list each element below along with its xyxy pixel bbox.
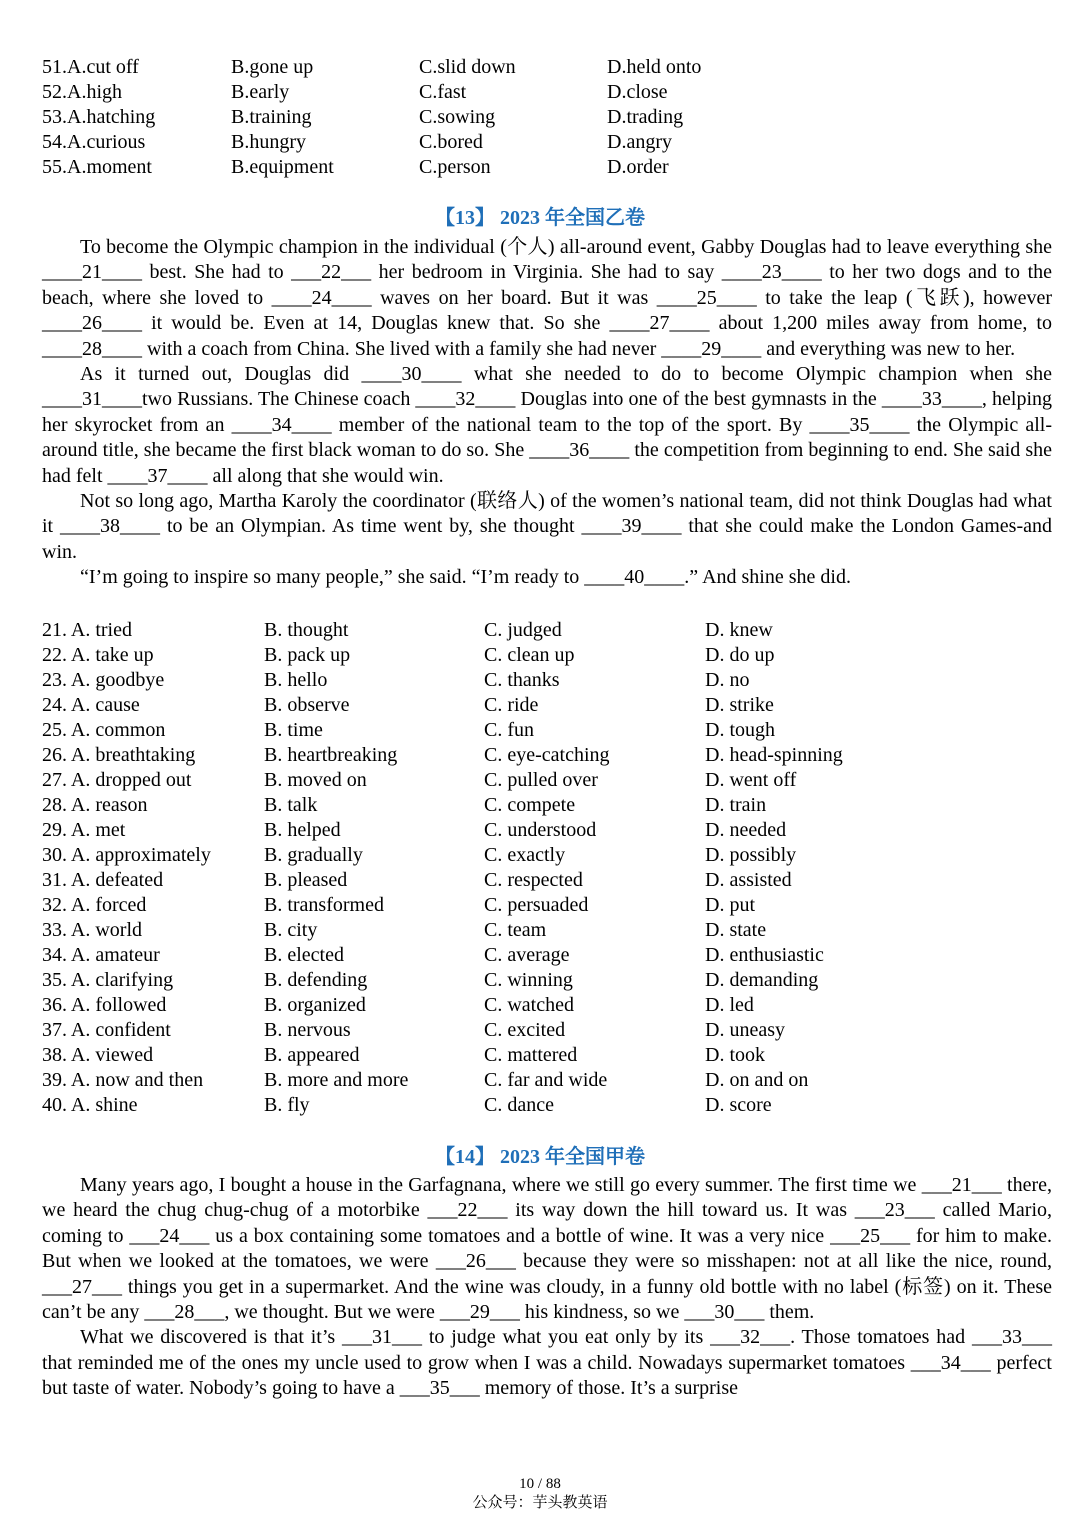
- option-a: 38. A. viewed: [42, 1044, 154, 1066]
- passage-paragraph: Not so long ago, Martha Karoly the coordinator (联络人) of the women’s national team, did not think Douglas had what it ____38____ to be an Olympian. As time went by, she thought ____39____ that she could make the London Games-and win.: [42, 490, 1052, 563]
- option-c: C. thanks: [484, 669, 560, 691]
- option-b: B. fly: [264, 1094, 310, 1116]
- option-d: D. enthusiastic: [705, 944, 824, 966]
- option-a: 24. A. cause: [42, 694, 140, 716]
- option-a: 21. A. tried: [42, 619, 132, 641]
- option-b: B. defending: [264, 969, 368, 991]
- option-b: B. appeared: [264, 1044, 360, 1066]
- option-a: 39. A. now and then: [42, 1069, 204, 1091]
- option-a: 53.A.hatching: [42, 106, 156, 128]
- option-d: D. head-spinning: [705, 744, 843, 766]
- option-b: B.training: [231, 106, 312, 128]
- option-a: 32. A. forced: [42, 894, 147, 916]
- page-number: 10 / 88: [519, 1476, 561, 1492]
- option-c: C.person: [419, 156, 491, 178]
- option-a: 25. A. common: [42, 719, 166, 741]
- option-b: B. pack up: [264, 644, 351, 666]
- option-a: 33. A. world: [42, 919, 142, 941]
- option-b: B.equipment: [231, 156, 334, 178]
- option-b: B. city: [264, 919, 318, 941]
- option-d: D. needed: [705, 819, 787, 841]
- option-a: 36. A. followed: [42, 994, 167, 1016]
- passage-paragraph: What we discovered is that it’s ___31___ to judge what you eat only by its ___32___. Those tomatoes had ___33___ that reminded me of the ones my uncle used to grow when I was a child. Nowadays supermarket tomatoes ___34___ perfect but taste of water. Nobody’s going to have a ___35___ memory of those. It’s a surprise: [42, 1326, 1052, 1400]
- option-a: 29. A. met: [42, 819, 126, 841]
- option-d: D.close: [607, 81, 668, 103]
- option-b: B. talk: [264, 794, 318, 816]
- option-d: D. knew: [705, 619, 773, 641]
- option-c: C. average: [484, 944, 570, 966]
- option-b: B. pleased: [264, 869, 348, 891]
- option-d: D. on and on: [705, 1069, 809, 1091]
- option-b: B. more and more: [264, 1069, 409, 1091]
- option-c: C. winning: [484, 969, 573, 991]
- option-a: 22. A. take up: [42, 644, 154, 666]
- option-d: D. strike: [705, 694, 774, 716]
- option-d: D. tough: [705, 719, 775, 741]
- option-c: C. judged: [484, 619, 562, 641]
- option-a: 31. A. defeated: [42, 869, 164, 891]
- passage-paragraph: To become the Olympic champion in the individual (个人) all-around event, Gabby Douglas had to leave everything she ____21____ best. She had to ___22___ her bedroom in Virginia. She had to say ____23____ to her two dogs and to the beach, where she loved to ____24____ waves on her board. But it was ____25____ to take the leap (飞跃), however ____26____ it would be. Even at 14, Douglas knew that. So she ____27____ about 1,200 miles away from home, to ____28____ with a coach from China. She lived with a family she had never ____29____ and everything was new to her.: [42, 236, 1052, 360]
- option-c: C. team: [484, 919, 547, 941]
- option-c: C. eye-catching: [484, 744, 610, 766]
- option-c: C. watched: [484, 994, 574, 1016]
- option-c: C. fun: [484, 719, 534, 741]
- option-b: B.gone up: [231, 56, 314, 78]
- option-b: B. nervous: [264, 1019, 351, 1041]
- option-b: B. transformed: [264, 894, 384, 916]
- option-d: D. score: [705, 1094, 772, 1116]
- option-c: C.bored: [419, 131, 483, 153]
- option-b: B. observe: [264, 694, 350, 716]
- option-b: B. moved on: [264, 769, 367, 791]
- option-d: D. state: [705, 919, 767, 941]
- option-c: C. exactly: [484, 844, 566, 866]
- footer-account: 公众号：芋头教英语: [472, 1495, 608, 1511]
- option-b: B.early: [231, 81, 290, 103]
- option-a: 26. A. breathtaking: [42, 744, 196, 766]
- option-a: 30. A. approximately: [42, 844, 211, 866]
- option-d: D. went off: [705, 769, 797, 791]
- passage-paragraph: “I’m going to inspire so many people,” she said. “I’m ready to ____40____.” And shine she did.: [80, 566, 851, 589]
- option-c: C. mattered: [484, 1044, 578, 1066]
- option-d: D. uneasy: [705, 1019, 785, 1041]
- option-c: C. pulled over: [484, 769, 598, 791]
- option-a: 51.A.cut off: [42, 56, 139, 78]
- option-a: 35. A. clarifying: [42, 969, 174, 991]
- option-b: B. time: [264, 719, 323, 741]
- passage-paragraph: Many years ago, I bought a house in the Garfagnana, where we still go every summer. The first time we ___21___ there, we heard the chug chug-chug of a motorbike ___22___ its way down the hill toward us. It was ___23___ called Mario, coming to ___24___ us a box containing some tomatoes and a bottle of wine. It was a very nice ___25___ for him to make. But when we looked at the tomatoes, we were ___26___ because they were so misshapen: not at all like the nice, round, ___27___ things you get in a supermarket. And the wine was cloudy, in a funny old bottle with no label (标签) on it. These can’t be any ___28___, we thought. But we were ___29___ his kindness, so we ___30___ them.: [42, 1174, 1052, 1324]
- option-d: D. took: [705, 1044, 765, 1066]
- option-a: 37. A. confident: [42, 1019, 171, 1041]
- option-c: C. far and wide: [484, 1069, 608, 1091]
- option-b: B. heartbreaking: [264, 744, 398, 766]
- option-d: D. assisted: [705, 869, 792, 891]
- option-c: C. compete: [484, 794, 576, 816]
- passage-paragraph: As it turned out, Douglas did ____30____ what she needed to do to become Olympic champion when she ____31____two Russians. The Chinese coach ____32____ Douglas into one of the best gymnasts in the ____33____, helping her skyrocket from an ____34____ member of the national team to the top of the sport. By ____35____ the Olympic all-around title, she became the first black woman to do so. She ____36____ the competition from beginning to end. She said she had felt ____37____ all along that she would win.: [42, 363, 1052, 487]
- option-b: B. gradually: [264, 844, 363, 866]
- option-a: 55.A.moment: [42, 156, 152, 178]
- option-b: B. elected: [264, 944, 344, 966]
- option-c: C. clean up: [484, 644, 575, 666]
- option-d: D. possibly: [705, 844, 797, 866]
- option-a: 52.A.high: [42, 81, 122, 103]
- option-b: B. thought: [264, 619, 349, 641]
- option-c: C. ride: [484, 694, 539, 716]
- option-b: B.hungry: [231, 131, 306, 153]
- option-b: B. helped: [264, 819, 341, 841]
- option-a: 27. A. dropped out: [42, 769, 192, 791]
- option-d: D. put: [705, 894, 755, 916]
- option-a: 23. A. goodbye: [42, 669, 165, 691]
- section-13-passage: [42, 235, 1052, 591]
- option-a: 34. A. amateur: [42, 944, 160, 966]
- option-c: C.slid down: [419, 56, 516, 78]
- option-c: C. excited: [484, 1019, 566, 1041]
- option-c: C. understood: [484, 819, 597, 841]
- option-c: C. persuaded: [484, 894, 589, 916]
- option-d: D.trading: [607, 106, 684, 128]
- option-d: D. train: [705, 794, 767, 816]
- option-d: D. no: [705, 669, 750, 691]
- option-d: D.held onto: [607, 56, 702, 78]
- option-c: C.sowing: [419, 106, 496, 128]
- option-b: B. organized: [264, 994, 366, 1016]
- option-a: 54.A.curious: [42, 131, 146, 153]
- option-a: 40. A. shine: [42, 1094, 138, 1116]
- option-d: D.angry: [607, 131, 672, 153]
- section-13-heading: 【13】 2023 年全国乙卷: [435, 207, 645, 229]
- option-a: 28. A. reason: [42, 794, 148, 816]
- option-b: B. hello: [264, 669, 328, 691]
- option-d: D.order: [607, 156, 669, 178]
- option-d: D. led: [705, 994, 754, 1016]
- section-14-passage: [42, 1173, 1052, 1402]
- section-14-heading: 【14】 2023 年全国甲卷: [435, 1146, 645, 1168]
- option-c: C.fast: [419, 81, 467, 103]
- option-c: C. respected: [484, 869, 583, 891]
- option-d: D. demanding: [705, 969, 819, 991]
- option-d: D. do up: [705, 644, 775, 666]
- option-c: C. dance: [484, 1094, 554, 1116]
